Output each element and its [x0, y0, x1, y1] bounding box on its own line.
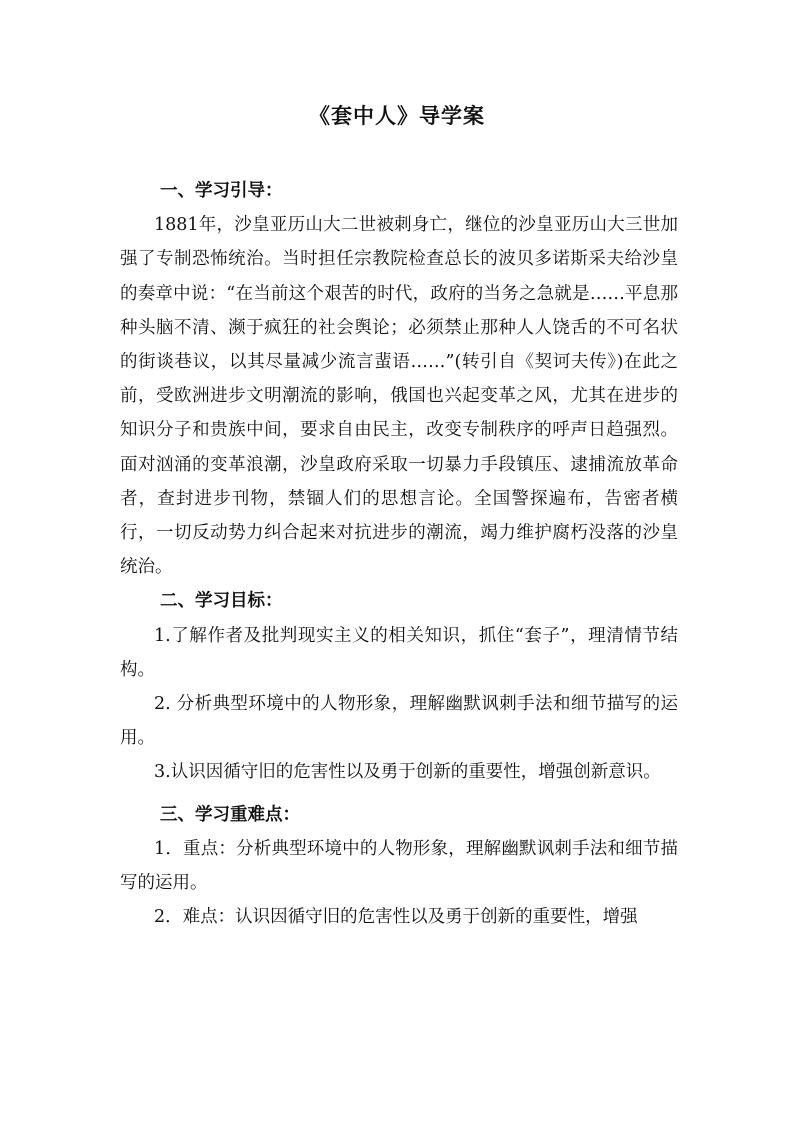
guide-paragraph: 1881年，沙皇亚历山大二世被刺身亡，继位的沙皇亚历山大三世加强了专制恐怖统治。当时担任宗教院检查总长的波贝多诺斯采夫给沙皇的奏章中说：“在当前这个艰苦的时代，政府的当务之急就是……平息那种头脑不清、濒于疯狂的社会舆论；必须禁止那种人人饶舌的不可名状的街谈巷议，以其尽量减少流言蜚语……”(转引自《契诃夫传》)在此之前，受欧洲进步文明潮流的影响，俄国也兴起变革之风，尤其在进步的知识分子和贵族中间，要求自由民主，改变专制秩序的呼声日趋强烈。面对汹涌的变革浪潮，沙皇政府采取一切暴力手段镇压、逮捕流放革命者，查封进步刊物，禁锢人们的思想言论。全国警探遍布，告密者横行，一切反动势力纠合起来对抗进步的潮流，竭力维护腐朽没落的沙皇统治。 [120, 215, 678, 578]
section-heading-guide: 一、学习引导： [160, 181, 283, 201]
objective-item-1: 1.了解作者及批判现实主义的相关知识，抓住“套子”，理清情节结构。 [120, 625, 678, 680]
document-title: 《套中人》导学案 [309, 103, 485, 128]
document-body [120, 174, 678, 934]
key-point-item-2: 2．难点：认识因循守旧的危害性以及勇于创新的重要性，增强 [154, 907, 638, 928]
objective-item-3: 3.认识因循守旧的危害性以及勇于创新的重要性，增强创新意识。 [154, 762, 661, 783]
section-heading-objectives: 二、学习目标： [160, 591, 283, 612]
section-heading-key-points: 三、学习重难点： [160, 804, 300, 825]
key-point-item-1: 1．重点：分析典型环境中的人物形象，理解幽默讽刺手法和细节描写的运用。 [120, 838, 678, 894]
objective-item-2: 2. 分析典型环境中的人物形象，理解幽默讽刺手法和细节描写的运用。 [120, 694, 678, 749]
